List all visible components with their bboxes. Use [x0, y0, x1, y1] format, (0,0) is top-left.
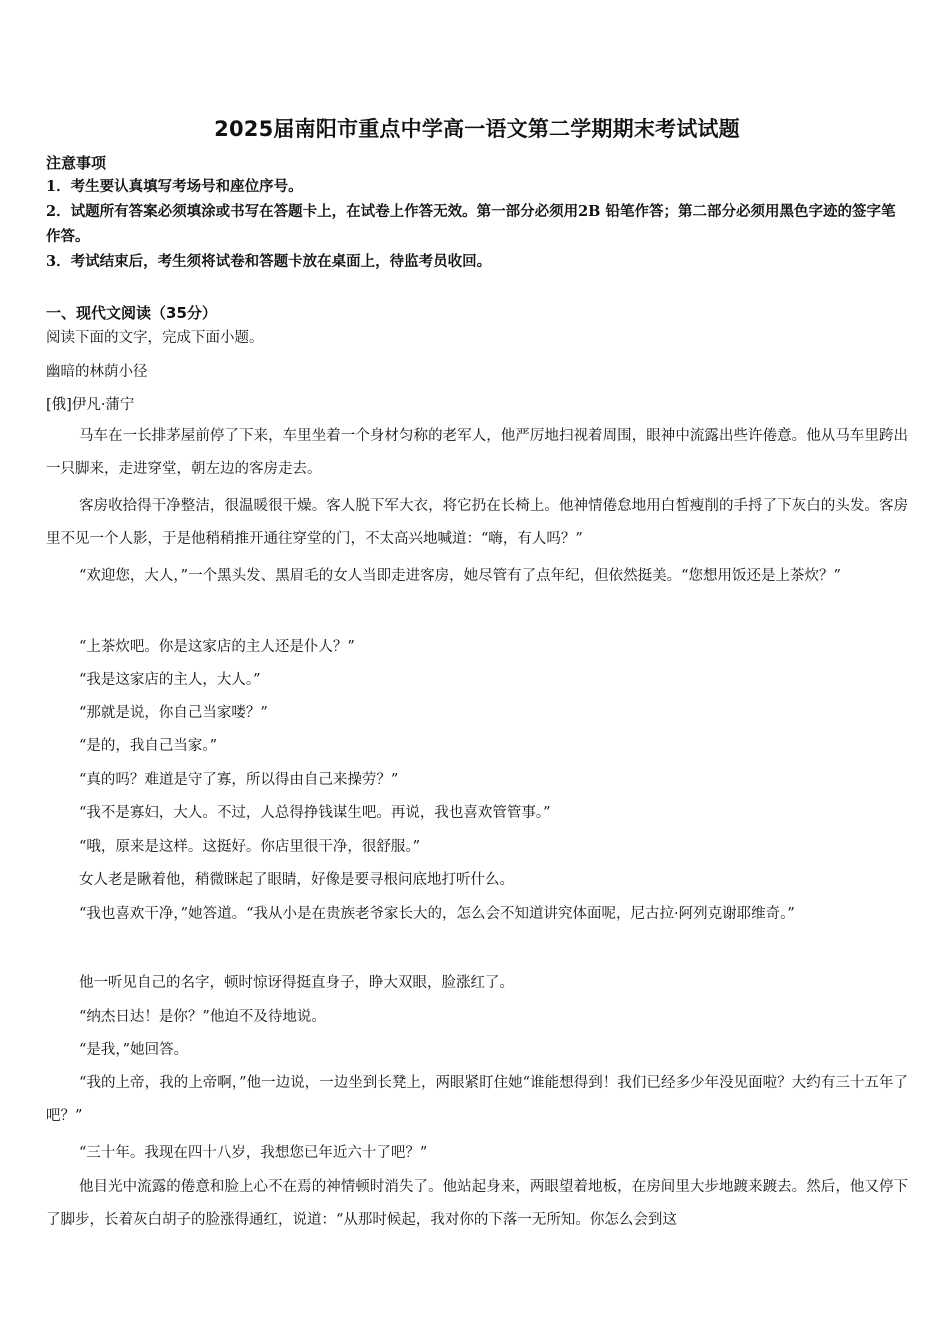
exam-title: 2025届南阳市重点中学高一语文第二学期期末考试试题 — [214, 117, 740, 141]
paragraph: “哦，原来是这样。这挺好。你店里很干净，很舒服。” — [79, 839, 421, 855]
paragraph: “我的上帝，我的上帝啊，”他一边说，一边坐到长凳上，两眼紧盯住她“谁能想得到！我们已经多少年没见面啦？大约有三十五年了吧？” — [46, 1075, 908, 1125]
paragraph: 他一听见自己的名字，顿时惊讶得挺直身子，睁大双眼，脸涨红了。 — [79, 975, 514, 991]
notice-item-3: 3．考试结束后，考生须将试卷和答题卡放在桌面上，待监考员收回。 — [46, 253, 492, 270]
paragraph: 客房收拾得干净整洁，很温暖很干燥。客人脱下军大衣，将它扔在长椅上。他神情倦怠地用白皙瘦削的手捋了下灰白的头发。客房里不见一个人影，于是他稍稍推开通往穿堂的门，不太高兴地喊道：“嗨，有人吗？” — [46, 498, 908, 548]
paragraph: 马车在一长排茅屋前停了下来，车里坐着一个身材匀称的老军人，他严厉地扫视着周围，眼神中流露出些许倦意。他从马车里跨出一只脚来，走进穿堂，朝左边的客房走去。 — [46, 428, 908, 478]
story-title: 幽暗的林荫小径 — [46, 364, 148, 380]
paragraph: “是的，我自己当家。” — [79, 738, 218, 754]
paragraph: “欢迎您，大人，”一个黑头发、黑眉毛的女人当即走进客房，她尽管有了点年纪，但依然挺美。“您想用饭还是上茶炊？” — [79, 568, 841, 584]
section-heading: 一、现代文阅读（35分） — [46, 304, 217, 322]
notice-heading: 注意事项 — [46, 154, 107, 172]
notice-item-2: 2．试题所有答案必须填涂或书写在答题卡上，在试卷上作答无效。第一部分必须用2B 铅笔作答；第二部分必须用黑色字迹的签字笔作答。 — [46, 203, 896, 245]
paragraph: “我也喜欢干净，”她答道。“我从小是在贵族老爷家长大的，怎么会不知道讲究体面呢，尼古拉·阿列克谢耶维奇。” — [79, 906, 795, 922]
story-author: [俄]伊凡·蒲宁 — [46, 397, 135, 413]
paragraph: “三十年。我现在四十八岁，我想您已年近六十了吧？” — [79, 1145, 428, 1161]
paragraph: “是我，”她回答。 — [79, 1042, 189, 1058]
paragraph: “我不是寡妇，大人。不过，人总得挣钱谋生吧。再说，我也喜欢管管事。” — [79, 805, 551, 821]
notice-item-1: 1．考生要认真填写考场号和座位序号。 — [46, 178, 303, 195]
paragraph: 女人老是瞅着他，稍微眯起了眼睛，好像是要寻根问底地打听什么。 — [79, 872, 514, 888]
paragraph: “真的吗？难道是守了寡，所以得由自己来操劳？” — [79, 772, 399, 788]
paragraph: “上茶炊吧。你是这家店的主人还是仆人？” — [79, 639, 355, 655]
paragraph: “我是这家店的主人，大人。” — [79, 672, 261, 688]
reading-instruction: 阅读下面的文字，完成下面小题。 — [46, 330, 264, 346]
paragraph: “那就是说，你自己当家喽？” — [79, 705, 268, 721]
paragraph: 他目光中流露的倦意和脸上心不在焉的神情顿时消失了。他站起身来，两眼望着地板，在房间里大步地踱来踱去。然后，他又停下了脚步，长着灰白胡子的脸涨得通红，说道：“从那时候起，我对你的下落一无所知。你怎么会到这 — [46, 1179, 908, 1229]
paragraph: “纳杰日达！是你？”他迫不及待地说。 — [79, 1009, 326, 1025]
